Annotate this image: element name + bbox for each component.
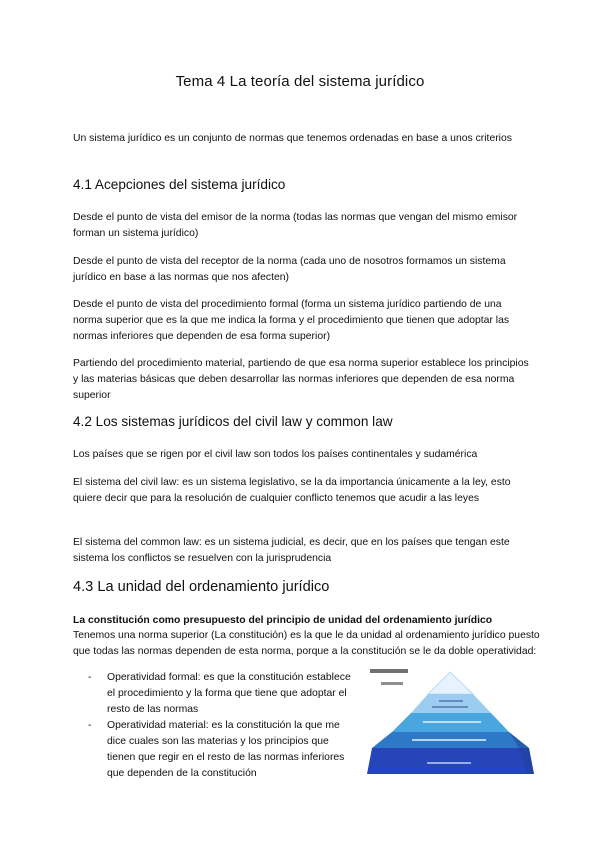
section-heading-4-1: 4.1 Acepciones del sistema jurídico [73,177,286,192]
list-item-text: Operatividad material: es la constitución la que me dice cuales son las materias y los principios que tienen que regir en el resto de las normas inferiores que dependen de la constitución [107,720,345,779]
paragraph-norma-superior: Tenemos una norma superior (La constitución) es la que le da unidad al ordenamiento jurídico puesto que todas las normas dependen de esta norma, porque a la constitución se le da doble operatividad: [73,630,540,657]
operatividad-list [88,670,353,782]
section-heading-4-3: 4.3 La unidad del ordenamiento jurídico [73,579,330,595]
paragraph-procedimiento-formal: Desde el punto de vista del procedimiento formal (forma un sistema jurídico partiendo de una norma superior que es la que me indica la forma y el procedimiento que tienen que adoptar las normas inferiores que dependen de esa forma superior) [73,299,510,342]
list-item [88,670,353,718]
paragraph-common-law: El sistema del common law: es un sistema judicial, es decir, que en los países que tengan este sistema los conflictos se resuelven con la jurisprudencia [73,537,510,564]
paragraph-emisor: Desde el punto de vista del emisor de la norma (todas las normas que vengan del mismo emisor forman un sistema jurídico) [73,212,518,239]
paragraph-civil-law-paises: Los países que se rigen por el civil law son todos los países continentales y sudamérica [73,449,478,460]
list-dash: - [88,720,92,731]
tier-label-mark [423,721,481,723]
paragraph-civil-law: El sistema del civil law: es un sistema legislativo, se la da importancia únicamente a la ley, esto quiere decir que para la resolución de cualquier conflicto tenemos que acudir a las leyes [73,477,511,504]
section-heading-4-2: 4.2 Los sistemas jurídicos del civil law y common law [73,414,393,429]
paragraph-procedimiento-material: Partiendo del procedimiento material, partiendo de que esa norma superior establece los principios y las materias básicas que deben desarrollar las normas inferiores que dependen de esa norma superior [73,358,529,401]
kelsen-pyramid-image [367,662,534,774]
figure-caption-mark [381,682,403,685]
list-item [88,718,353,782]
page-title: Tema 4 La teoría del sistema jurídico [175,73,425,90]
list-item-text: Operatividad formal: es que la constitución establece el procedimiento y la forma que tiene que adoptar el resto de las normas [107,672,351,715]
pyramid-tier-5 [367,748,534,774]
tier-label-mark [412,739,486,741]
subheading-constitucion: La constitución como presupuesto del principio de unidad del ordenamiento jurídico [73,615,493,626]
tier-label-mark [432,706,468,708]
tier-label-mark [439,700,463,702]
list-dash: - [88,672,92,683]
intro-paragraph: Un sistema jurídico es un conjunto de normas que tenemos ordenadas en base a unos criterios [73,133,512,144]
tier-label-mark [427,762,471,764]
paragraph-receptor: Desde el punto de vista del receptor de la norma (cada uno de nosotros formamos un sistema jurídico en base a las normas que nos afecten) [73,256,506,283]
figure-caption-mark [370,669,408,673]
